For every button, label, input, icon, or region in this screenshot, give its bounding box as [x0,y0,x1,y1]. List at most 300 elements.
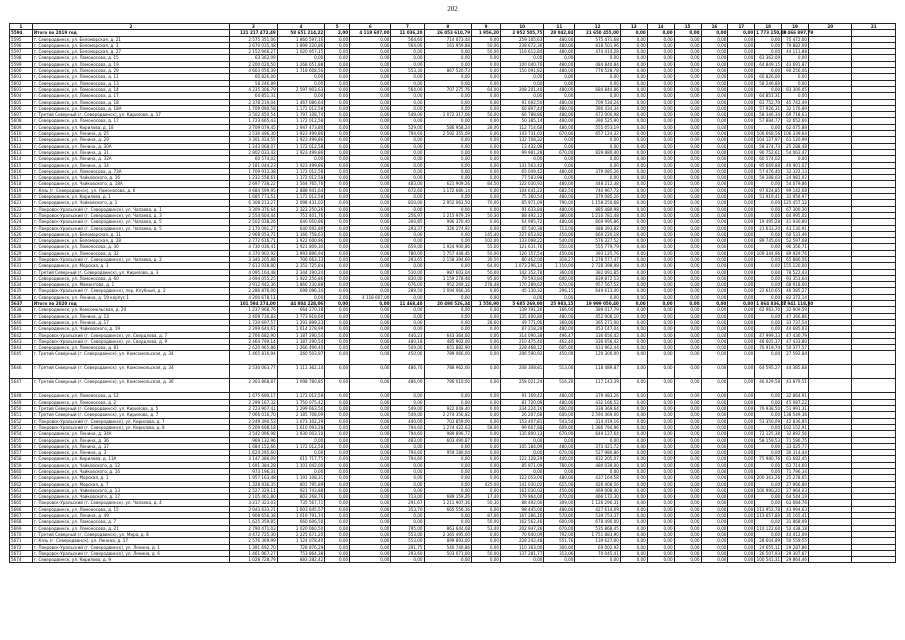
value-cell: 1 126 296,31 [575,500,620,506]
value-cell: 0,00 [755,200,782,206]
value-cell: 0,00 [575,162,620,168]
value-cell: 0,00 [701,162,728,168]
value-cell: 0,00 [424,175,472,181]
value-cell: 2 772 616,71 [230,238,278,244]
value-cell: 0,00 [755,500,782,506]
value-cell: 0,00 [647,143,674,149]
value-cell: 0,00 [674,238,701,244]
value-cell: 570,00 [544,513,575,519]
value-cell: 0,00 [755,68,782,74]
value-cell: 3 912 442,36 [230,282,278,288]
column-header: 10 [500,24,543,30]
value-cell: 0,00 [728,80,755,86]
value-cell: 0,00 [424,162,472,168]
table-row [10,550,896,556]
row-number-cell: 5666 [10,506,33,512]
value-cell: 0,00 [701,263,728,269]
value-cell: 0,00 [728,443,755,449]
value-cell: 0,00 [674,475,701,481]
value-cell: 0,00 [620,487,647,493]
value-cell: 1 019 791,74 [277,513,325,519]
value-cell: 0,00 [325,506,350,512]
value-cell: 0,00 [575,437,620,443]
value-cell: 0,00 [674,181,701,187]
value-cell: 0,00 [350,212,391,218]
value-cell: 0,00 [755,275,782,281]
value-cell: 450,00 [544,250,575,256]
value-cell: 0,00 [674,49,701,55]
value-cell: 0,00 [424,238,472,244]
value-cell: 84,50 [472,181,501,187]
value-cell: 0,00 [325,143,350,149]
value-cell: 150 091,82 [500,68,543,74]
row-number-cell: 5664 [10,494,33,500]
value-cell: 58,00 [472,424,501,430]
row-number-cell: 5600 [10,68,33,74]
empty-cell [852,351,896,365]
value-cell: 0,00 [350,424,391,430]
value-cell: 0,00 [544,294,575,300]
value-cell: 794,60 [391,131,424,137]
value-cell: 0,00 [325,412,350,418]
value-cell: 0,00 [674,294,701,300]
value-cell: 0,00 [701,469,728,475]
value-cell: 0,00 [647,412,674,418]
row-number-cell: 5657 [10,450,33,456]
value-cell: 0,00 [350,61,391,67]
value-cell: 527 980,86 [575,450,620,456]
value-cell: 659,00 [391,244,424,250]
value-cell: 91 633,84 [500,206,543,212]
value-cell: 0,00 [620,49,647,55]
value-cell: 0,00 [472,162,501,168]
value-cell: 540,00 [544,238,575,244]
value-cell: 707 275,76 [424,86,472,92]
value-cell: 1 172 012,58 [277,175,325,181]
value-cell: 24 981,92 [782,175,809,181]
value-cell: 728 876,29 [277,544,325,550]
value-cell: 3 670 035,48 [230,42,278,48]
row-number-cell: 5607 [10,112,33,118]
value-cell: 314 419,16 [575,418,620,424]
value-cell: 0,00 [701,431,728,437]
value-cell: 296,15 [544,288,575,294]
value-cell: 0,00 [647,393,674,399]
value-cell: 0,00 [424,456,472,462]
value-cell: 0,00 [472,437,501,443]
column-header: 3 [230,24,278,30]
value-cell: 0,00 [647,49,674,55]
value-cell: 26 507,93 [755,550,782,556]
value-cell: 0,00 [620,143,647,149]
value-cell: 689 159,26 [424,494,472,500]
value-cell: 0,00 [325,275,350,281]
value-cell: 3 502 450,54 [230,112,278,118]
value-cell: 1 773 150,00 [756,30,787,36]
value-cell: 3 530 496,30 [230,131,278,137]
address-cell: г. Северодвинск, ул. Ломоносова, д. 14 [32,86,229,92]
value-cell: 0,00 [755,256,782,262]
value-cell: 0,00 [701,365,728,379]
value-cell: 0,00 [500,55,543,61]
value-cell: 0,00 [350,162,391,168]
value-cell: 1 237 968,76 [230,307,278,313]
value-cell: 0,00 [350,124,391,130]
row-number-cell: 5602 [10,80,33,86]
value-cell: 549,00 [391,412,424,418]
value-cell: 0,00 [620,68,647,74]
value-cell: 0,00 [325,131,350,137]
value-cell: 0,00 [325,288,350,294]
empty-cell [809,351,852,365]
value-cell: 0,00 [647,544,674,550]
value-cell: 0,00 [620,181,647,187]
value-cell: 64 544,19 [782,494,809,500]
value-cell: 0,00 [647,399,674,405]
row-number-cell: 5650 [10,406,33,412]
value-cell: 0,00 [472,74,501,80]
value-cell: 0,00 [674,519,701,525]
value-cell: 0,00 [325,557,350,563]
value-cell: 1 386 794,96 [575,424,620,430]
address-cell: г. Северодвинск, ул. Ломоносова, д. 21 [32,525,229,531]
column-header: 19 [782,24,809,30]
value-cell: 0,00 [325,118,350,124]
value-cell: 0,00 [620,332,647,338]
address-cell: г. Покровск-Уральский (г. Северодвинск), ул. Чапаева, д. 5 [32,219,229,225]
value-cell: 0,00 [674,282,701,288]
value-cell: 0,00 [500,450,543,456]
value-cell: 393 125,76 [575,250,620,256]
value-cell: 0,00 [350,469,391,475]
value-cell: 0,00 [701,80,728,86]
value-cell: 0,00 [472,338,501,344]
value-cell: 27 966,89 [782,481,809,487]
value-cell: 70 045,41 [575,550,620,556]
value-cell: 0,00 [325,500,350,506]
value-cell: 0,00 [728,313,755,319]
value-cell: 0,00 [424,319,472,325]
value-cell: 0,00 [701,124,728,130]
value-cell: 0,00 [647,80,674,86]
row-number-cell: 5609 [10,124,33,130]
row-number-cell: 5654 [10,431,33,437]
address-cell: г. Северодвинск, ул. Ленина, д. 36 [32,437,229,443]
row-number-cell: 5642 [10,332,33,338]
value-cell: 0,00 [647,301,674,307]
value-cell: 0,00 [472,418,501,424]
value-cell: 0,00 [325,238,350,244]
value-cell: 2 365 495,00 [424,531,472,537]
table-row [10,406,896,412]
value-cell: 0,00 [728,301,755,307]
value-cell: 0,00 [277,93,325,99]
value-cell: 0,00 [701,49,728,55]
value-cell: 1 268 651,88 [277,61,325,67]
value-cell: 0,00 [620,256,647,262]
address-cell: г. Третий Северный (г. Северодвинск), ул. Кирилова, д. 17 [32,112,229,118]
value-cell: 0,00 [350,494,391,500]
value-cell: 31 959,97 [782,194,809,200]
value-cell: 4 235 306,79 [230,86,278,92]
value-cell: 883 282,42 [277,557,325,563]
value-cell: 44 412,09 [782,531,809,537]
value-cell: 0,00 [674,319,701,325]
value-cell: 162 562,46 [500,519,543,525]
value-cell: 2 043 633,21 [230,506,278,512]
value-cell: 0,00 [728,86,755,92]
value-cell: 480,00 [544,219,575,225]
value-cell: 0,00 [325,250,350,256]
value-cell: 0,00 [325,36,350,42]
address-cell: Итого по 2020 год [32,301,229,307]
value-cell: 2 158 394,69 [424,256,472,262]
value-cell: 0,00 [701,550,728,556]
value-cell: 0,00 [424,513,472,519]
value-cell: 64 995,02 [782,212,809,218]
row-number-cell: 5640 [10,319,33,325]
value-cell: 706 663,13 [277,256,325,262]
address-cell: г. Северодвинск, ул. Ломоносова, д. 73А [32,168,229,174]
value-cell: 0,00 [620,319,647,325]
value-cell: 483,00 [391,181,424,187]
column-header: 15 [674,24,701,30]
value-cell: 0,00 [647,86,674,92]
value-cell: 649 127,64 [575,431,620,437]
value-cell: 0,00 [424,99,472,105]
value-cell: 0,00 [728,506,755,512]
value-cell: 121 217 472,49 [230,30,278,36]
value-cell: 0,00 [674,338,701,344]
value-cell: 2 592 355,09 [424,131,472,137]
value-cell: 0,00 [647,531,674,537]
value-cell: 751 401,76 [277,212,325,218]
value-cell: 0,00 [674,418,701,424]
value-cell: 0,00 [701,231,728,237]
value-cell: 1 921 809,30 [277,244,325,250]
value-cell: 54 079,86 [782,181,809,187]
value-cell: 0,00 [701,307,728,313]
value-cell: 0,00 [424,307,472,313]
value-cell: 0,00 [728,500,755,506]
value-cell: 1 610 093,28 [277,424,325,430]
value-cell: 0,00 [620,275,647,281]
value-cell: 0,00 [647,307,674,313]
value-cell: 0,00 [728,393,755,399]
value-cell: 0,00 [701,345,728,351]
value-cell: 0,00 [544,93,575,99]
value-cell: 155 120,00 [783,263,807,269]
value-cell: 50,30 [472,500,501,506]
value-cell: 480,00 [544,49,575,55]
address-cell: г. Третий Северный (г. Северодвинск), ул. Кирилова, д. 5 [32,406,229,412]
value-cell: 0,00 [728,99,755,105]
value-cell: 99 607,88 [500,424,543,430]
address-cell: г. Северодвинск, ул. Кирилова, д. 13А [32,456,229,462]
value-cell: 32 864,91 [782,393,809,399]
value-cell: 20 498 526,34 [424,301,472,307]
value-cell: 0,00 [500,469,543,475]
address-cell: г. Северодвинск, ул. Ломоносова, д. 17 [32,118,229,124]
row-number-cell: 5611 [10,137,33,143]
value-cell: 0,00 [755,443,782,449]
value-cell: 0,00 [325,187,350,193]
value-cell: 0,00 [728,194,755,200]
address-cell: г. Северодвинск, ул. Чайковского, д. 16 [32,175,229,181]
value-cell: 120 300,00 [575,351,620,365]
value-cell: 0,00 [674,301,701,307]
value-cell: 0,00 [277,55,325,61]
value-cell: 0,00 [782,93,809,99]
value-cell: 65 540,38 [500,225,543,231]
value-cell: 0,00 [325,544,350,550]
value-cell: 0,00 [350,244,391,250]
value-cell: 0,00 [728,206,755,212]
value-cell: 1 210 781,48 [575,212,620,218]
value-cell: 91 692,50 [500,99,543,105]
value-cell: 76 938,50 [755,406,782,412]
value-cell: 0,00 [325,538,350,544]
value-cell: 0,00 [701,244,728,250]
value-cell: 0,00 [755,36,782,42]
value-cell: 555 053,19 [575,124,620,130]
value-cell: 1 691 384,28 [230,462,278,468]
value-cell: 0,00 [701,187,728,193]
value-cell: 0,00 [701,168,728,174]
value-cell: 0,00 [728,412,755,418]
value-cell: 228 468,12 [500,345,543,351]
value-cell: 89 929,76 [782,250,809,256]
value-cell: 790,00 [544,200,575,206]
value-cell: 0,00 [620,30,647,36]
value-cell: 0,00 [674,412,701,418]
value-cell: 47 430,79 [782,332,809,338]
value-cell: 0,00 [647,194,674,200]
value-cell: 0,00 [350,250,391,256]
row-number-cell: 5625 [10,225,33,231]
value-cell: 90 752,61 [755,149,782,155]
value-cell: 0,00 [472,156,501,162]
value-cell: 0,00 [647,162,674,168]
value-cell: 32 322,13 [782,168,809,174]
value-cell: 0,00 [424,519,472,525]
value-cell: 0,00 [647,481,674,487]
address-cell: г. Северодвинск, ул. Ломоносова, д. 17 [32,93,229,99]
value-cell: 0,00 [728,61,755,67]
value-cell: 480 039,00 [575,462,620,468]
row-number-cell: 5661 [10,475,33,481]
value-cell: 540 740,86 [424,544,472,550]
value-cell: 238 672,36 [500,42,543,48]
value-cell: 0,00 [424,143,472,149]
value-cell: 7 613 028,80 [230,263,278,269]
address-cell: г. Северодвинск, ул. Ленина, д. 17 [32,319,229,325]
value-cell: 0,00 [728,462,755,468]
value-cell: 82 372,14 [782,294,809,300]
value-cell: 480,00 [544,313,575,319]
value-cell: 480,00 [544,86,575,92]
value-cell: 795,00 [391,525,424,531]
value-cell: 0,00 [620,450,647,456]
value-cell: 1 923 499,86 [277,131,325,137]
value-cell: 0,00 [674,506,701,512]
value-cell: 43 130,91 [782,225,809,231]
value-cell: 0,00 [701,30,728,36]
value-cell: 0,00 [728,244,755,250]
row-number-cell: 5626 [10,231,33,237]
value-cell: 0,00 [674,332,701,338]
value-cell: 0,00 [647,99,674,105]
address-cell: г. Северодвинск, ул. Морская, д. 7 [32,481,229,487]
value-cell: 50,00 [472,550,501,556]
value-cell: 0,00 [325,456,350,462]
value-cell: 0,00 [674,557,701,563]
value-cell: 71 796,34 [782,469,809,475]
value-cell: 389 017,79 [575,307,620,313]
value-cell: 1 624 295,60 [230,450,278,456]
value-cell: 0,00 [350,275,391,281]
value-cell: 0,00 [472,143,501,149]
value-cell: 373 421,72 [575,443,620,449]
value-cell: 0,00 [701,494,728,500]
value-cell: 0,00 [325,365,350,379]
value-cell: 4 684 599,95 [230,187,278,193]
value-cell: 0,00 [620,118,647,124]
value-cell: 0,00 [755,124,782,130]
value-cell: 0,00 [391,263,424,269]
value-cell: 11 468,40 [391,301,424,307]
value-cell: 780,00 [544,462,575,468]
value-cell: 0,00 [647,437,674,443]
value-cell: 0,00 [350,269,391,275]
value-cell: 553,00 [391,531,424,537]
value-cell: 0,00 [728,36,755,42]
value-cell: 0,00 [544,162,575,168]
table-row [10,112,896,118]
value-cell: 44 111,88 [782,49,809,55]
value-cell: 480,00 [544,393,575,399]
value-cell: 657 124,32 [575,131,620,137]
value-cell: 28,00 [472,124,501,130]
value-cell: 553,30 [391,68,424,74]
address-cell: г. Северодвинск, ул. Ленина, д. 34 [32,162,229,168]
value-cell: 336 656,42 [575,338,620,344]
value-cell: 0,00 [620,55,647,61]
value-cell: 0,00 [325,156,350,162]
value-cell: 0,00 [277,156,325,162]
value-cell: 1 993 896,94 [277,250,325,256]
value-cell: 0,00 [350,393,391,399]
value-cell: 2 274 356,82 [424,412,472,418]
value-cell: 2 322 250,26 [277,206,325,212]
value-cell: 0,00 [472,118,501,124]
value-cell: 0,00 [701,500,728,506]
value-cell: 0,00 [620,519,647,525]
value-cell: 0,00 [472,538,501,544]
address-cell: г. Покровск-Уральский (г. Северодвинск), ул. Чапаева, д. 1 [32,206,229,212]
value-cell: 50,00 [472,112,501,118]
value-cell: 1 751 883,90 [575,531,620,537]
value-cell: 1 020 957,15 [277,49,325,55]
value-cell: 0,00 [620,351,647,365]
value-cell: 0,00 [620,187,647,193]
value-cell: 0,00 [647,168,674,174]
row-number-cell: 5604 [10,93,33,99]
value-cell: 0,00 [620,437,647,443]
value-cell: 0,00 [728,156,755,162]
value-cell: 0,00 [728,105,755,111]
value-cell: 575 471,68 [575,36,620,42]
